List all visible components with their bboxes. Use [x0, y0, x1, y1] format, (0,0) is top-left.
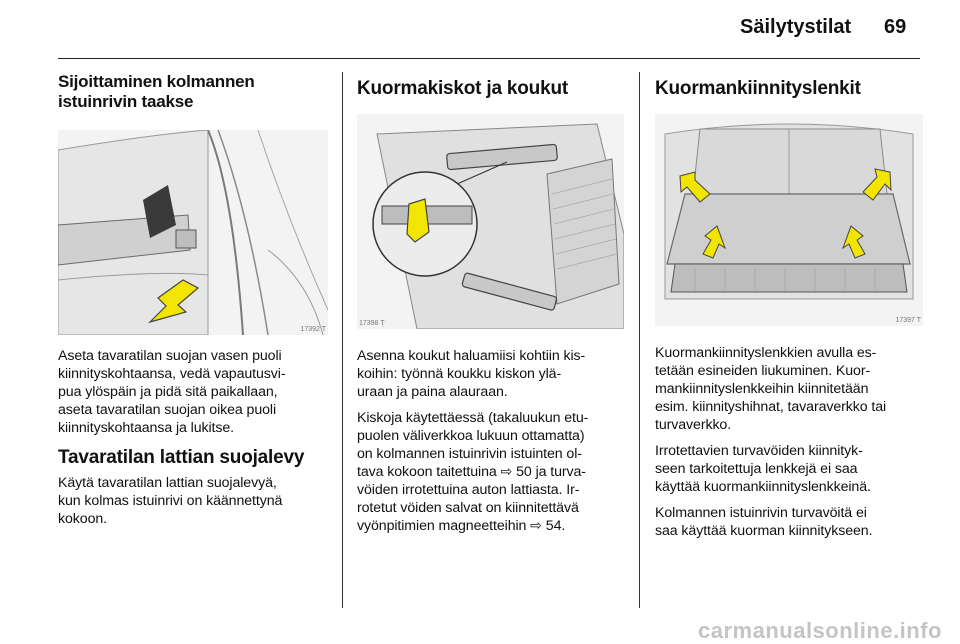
cargo-cover-illustration [58, 130, 328, 335]
body-text: Irrotettavien turvavöiden kiinnityk- seen tarkoitettuja lenkkejä ei saa käyttää kuormankiinnityslenkkeinä. [655, 443, 871, 495]
body-text: Asenna koukut haluamiisi kohtiin kis- koihin: työnnä koukku kiskon ylä- uraan ja paina alauraan. [357, 348, 586, 400]
section-heading-third-row: Sijoittaminen kolmannen istuinrivin taakse [58, 72, 255, 111]
figure-cargo-cover [58, 130, 328, 335]
body-text: Kuormankiinnityslenkkien avulla es- tetään esineiden liukuminen. Kuor- mankiinnityslenkkeihin kiinnitetään esim. kiinnityshihnat, tavaraverkko tai turvaverkko. [655, 345, 887, 433]
header-rule [58, 58, 920, 59]
page-number: 69 [884, 16, 907, 38]
figure-lashing-eyes [655, 114, 923, 326]
lashing-eyes-illustration [655, 114, 923, 326]
column-3 [655, 72, 923, 548]
figure-number: 17397 T [895, 317, 921, 324]
figure-number: 17392 T [300, 326, 326, 333]
body-text: Kiskoja käytettäessä (takaluukun etu- puolen väliverkkoa lukuun ottamatta) on kolmannen istuinrivin istuinten ol- tava kokoon taitettuina ⇨ 50 ja turva- vöiden irrotettuina auton lattiasta. Ir- rotetut vöiden salvat on kiinnitettävä vyönpitimien magneetteihin ⇨ 54. [357, 410, 589, 534]
figure-number: 17398 T [359, 320, 385, 327]
column-2 [357, 72, 624, 543]
body-text: Kolmannen istuinrivin turvavöitä ei saa käyttää kuorman kiinnitykseen. [655, 505, 873, 539]
column-divider-1 [342, 72, 343, 608]
column-1 [58, 72, 328, 536]
body-text: Aseta tavaratilan suojan vasen puoli kiinnityskohtaansa, vedä vapautusvi- pua ylöspäin ja pidä sitä paikallaan, aseta tavaratilan suojan oikea puoli kiinnityskohtaansa ja lukitse. [58, 348, 286, 436]
section-heading-rails-hooks: Kuormakiskot ja koukut [357, 78, 568, 99]
body-text: Käytä tavaratilan lattian suojalevyä, kun kolmas istuinrivi on käännettynä kokoon. [58, 475, 283, 527]
watermark: carmanualsonline.info [698, 618, 942, 643]
load-rails-illustration [357, 114, 624, 329]
page-header-title: Säilytystilat [740, 16, 852, 38]
figure-load-rails [357, 114, 624, 329]
section-heading-floor-panel: Tavaratilan lattian suojalevy [58, 447, 305, 468]
column-divider-2 [639, 72, 640, 608]
section-heading-lashing-eyes: Kuormankiinnityslenkit [655, 78, 861, 99]
